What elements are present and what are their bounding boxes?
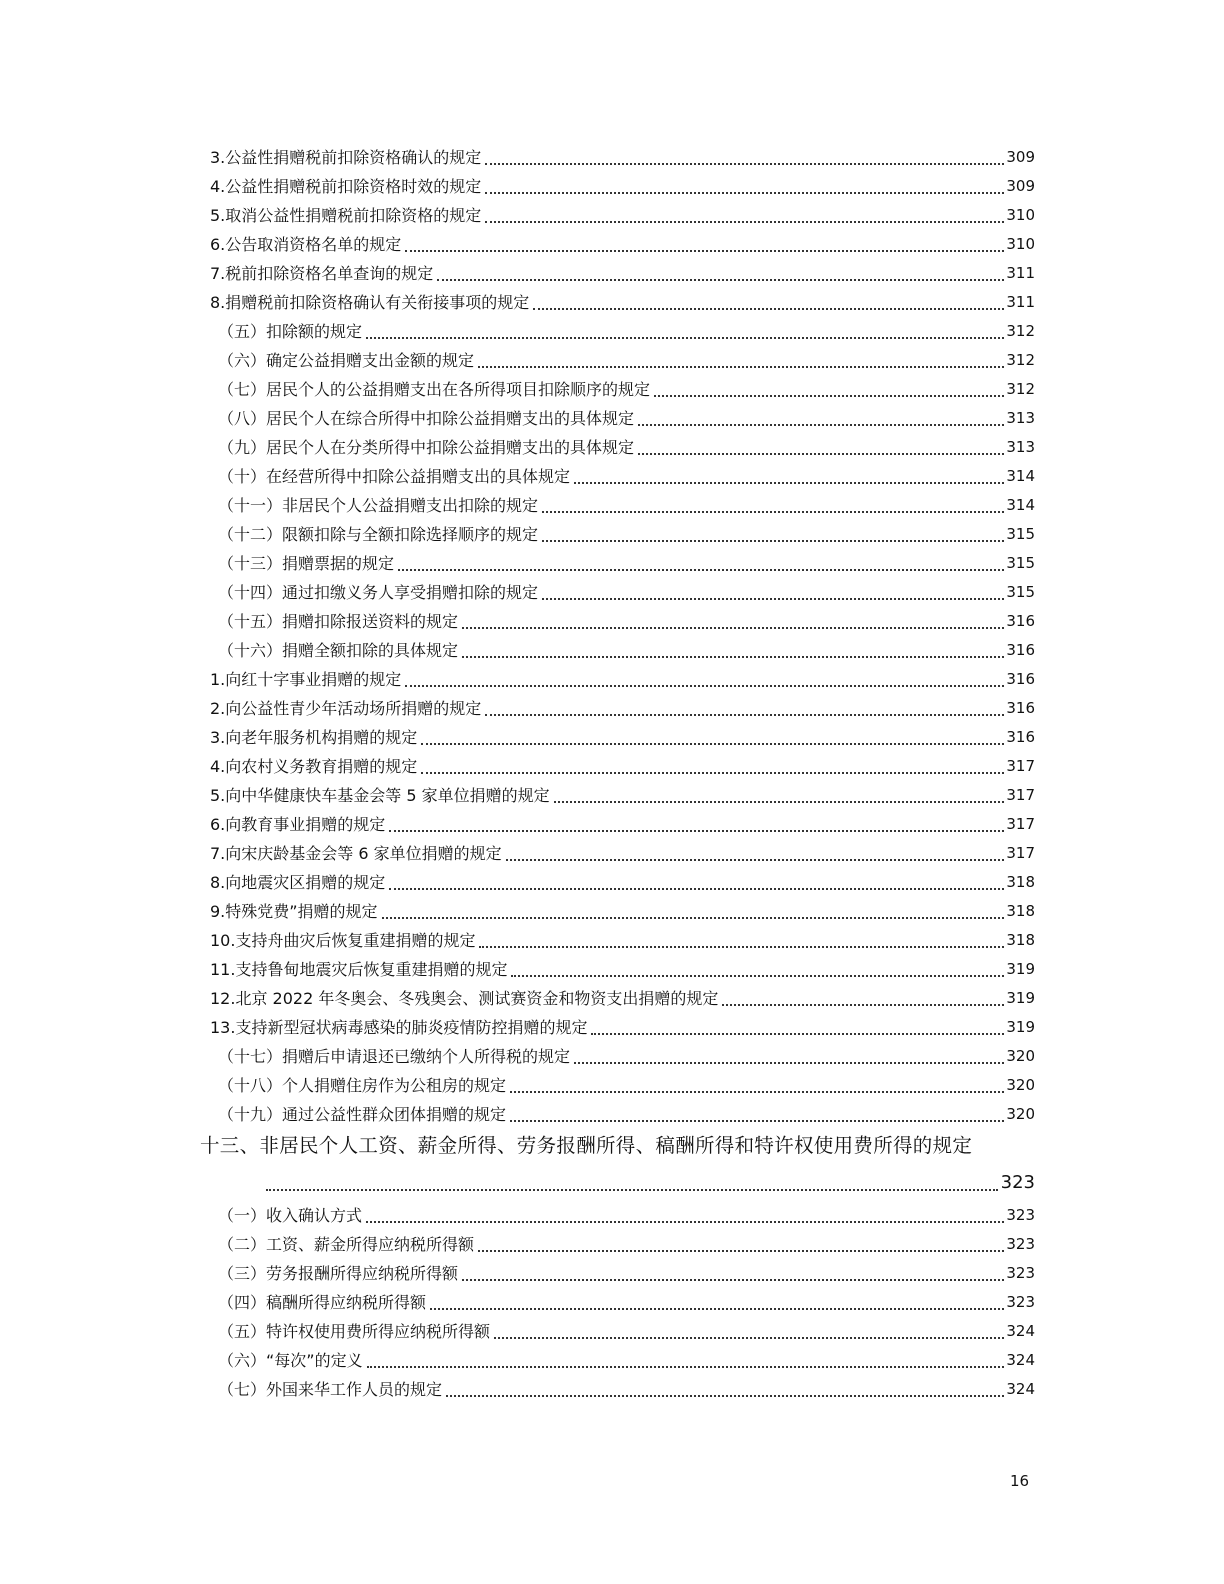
dot-leader [382, 917, 1005, 919]
toc-entry-page: 324 [1006, 1380, 1035, 1398]
toc-entry-page: 315 [1006, 583, 1035, 601]
toc-entry-page: 312 [1006, 322, 1035, 340]
toc-entry-title: 2.向公益性青少年活动场所捐赠的规定 [210, 699, 482, 718]
toc-entry-page: 313 [1006, 438, 1035, 456]
toc-entry-title: 11.支持鲁甸地震灾后恢复重建捐赠的规定 [210, 960, 508, 979]
toc-entry-page: 314 [1006, 496, 1035, 514]
toc-entry-title: 9.特殊党费”捐赠的规定 [210, 902, 378, 921]
toc-entry-title: （七）外国来华工作人员的规定 [218, 1380, 443, 1399]
toc-entry[interactable] [210, 375, 1035, 404]
toc-entry-page: 316 [1006, 612, 1035, 630]
toc-entry-page: 312 [1006, 380, 1035, 398]
toc-entry[interactable] [210, 346, 1035, 375]
toc-entry-title: 10.支持舟曲灾后恢复重建捐赠的规定 [210, 931, 476, 950]
toc-entry-title: 8.捐赠税前扣除资格确认有关衔接事项的规定 [210, 293, 530, 312]
dot-leader [479, 946, 1004, 948]
toc-entry-title: （五）扣除额的规定 [218, 322, 363, 341]
toc-entry-page: 320 [1006, 1047, 1035, 1065]
toc-entry-title: 4.向农村义务教育捐赠的规定 [210, 757, 418, 776]
toc-entry[interactable] [210, 926, 1035, 955]
dot-leader [446, 1395, 1004, 1397]
toc-entry[interactable] [210, 1288, 1035, 1317]
toc-entry[interactable] [210, 723, 1035, 752]
toc-entry[interactable] [210, 462, 1035, 491]
toc-entry-page: 318 [1006, 931, 1035, 949]
toc-entry-title: （十五）捐赠扣除报送资料的规定 [218, 612, 459, 631]
toc-entry-title: 7.向宋庆龄基金会等 6 家单位捐赠的规定 [210, 844, 502, 863]
toc-entry[interactable] [210, 1375, 1035, 1404]
toc-entry[interactable] [210, 781, 1035, 810]
section-leader-line [200, 1166, 1035, 1200]
dot-leader [398, 569, 1004, 571]
toc-entry-title: （一）收入确认方式 [218, 1206, 363, 1225]
dot-leader [366, 337, 1004, 339]
section-heading-block [200, 1126, 1035, 1200]
toc-entry-page: 310 [1006, 235, 1035, 253]
section-table-of-contents [210, 1201, 1035, 1404]
toc-entry[interactable] [210, 607, 1035, 636]
dot-leader [389, 888, 1004, 890]
toc-entry[interactable] [210, 259, 1035, 288]
toc-entry-page: 320 [1006, 1076, 1035, 1094]
toc-entry-title: （九）居民个人在分类所得中扣除公益捐赠支出的具体规定 [218, 438, 635, 457]
toc-entry[interactable] [210, 404, 1035, 433]
toc-entry-title: 5.取消公益性捐赠税前扣除资格的规定 [210, 206, 482, 225]
toc-entry-page: 311 [1006, 264, 1035, 282]
toc-entry[interactable] [210, 433, 1035, 462]
toc-entry[interactable] [210, 868, 1035, 897]
toc-entry-title: （八）居民个人在综合所得中扣除公益捐赠支出的具体规定 [218, 409, 635, 428]
toc-entry-page: 318 [1006, 902, 1035, 920]
dot-leader [494, 1337, 1004, 1339]
toc-entry[interactable] [210, 752, 1035, 781]
dot-leader [554, 801, 1005, 803]
toc-entry-title: （十八）个人捐赠住房作为公租房的规定 [218, 1076, 507, 1095]
toc-entry[interactable] [210, 984, 1035, 1013]
dot-leader [367, 1366, 1005, 1368]
dot-leader [421, 743, 1004, 745]
table-of-contents [210, 143, 1035, 1129]
toc-entry[interactable] [210, 143, 1035, 172]
toc-entry-page: 323 [1006, 1206, 1035, 1224]
toc-entry[interactable] [210, 1346, 1035, 1375]
dot-leader [478, 1250, 1004, 1252]
toc-entry-title: 3.公益性捐赠税前扣除资格确认的规定 [210, 148, 482, 167]
toc-entry-page: 319 [1006, 960, 1035, 978]
toc-entry[interactable] [210, 1071, 1035, 1100]
dot-leader [638, 453, 1004, 455]
dot-leader [485, 192, 1004, 194]
toc-entry-title: （五）特许权使用费所得应纳税所得额 [218, 1322, 491, 1341]
dot-leader [510, 1091, 1004, 1093]
toc-entry[interactable] [210, 636, 1035, 665]
dot-leader [722, 1004, 1004, 1006]
toc-entry[interactable] [210, 288, 1035, 317]
toc-entry[interactable] [210, 810, 1035, 839]
toc-entry[interactable] [210, 520, 1035, 549]
toc-entry-page: 317 [1006, 815, 1035, 833]
toc-entry[interactable] [210, 172, 1035, 201]
toc-entry-title: 13.支持新型冠状病毒感染的肺炎疫情防控捐赠的规定 [210, 1018, 588, 1037]
dot-leader [533, 308, 1004, 310]
toc-entry-page: 313 [1006, 409, 1035, 427]
toc-entry-title: （七）居民个人的公益捐赠支出在各所得项目扣除顺序的规定 [218, 380, 651, 399]
toc-entry-page: 316 [1006, 670, 1035, 688]
toc-entry-page: 323 [1006, 1235, 1035, 1253]
dot-leader [405, 685, 1004, 687]
toc-entry-page: 312 [1006, 351, 1035, 369]
dot-leader [478, 366, 1004, 368]
dot-leader [506, 859, 1005, 861]
toc-entry[interactable] [210, 1013, 1035, 1042]
toc-entry[interactable] [210, 1230, 1035, 1259]
toc-entry-page: 316 [1006, 699, 1035, 717]
section-title[interactable]: 十三、非居民个人工资、薪金所得、劳务报酬所得、稿酬所得和特许权使用费所得的规定 [200, 1134, 973, 1157]
toc-entry-title: 6.向教育事业捐赠的规定 [210, 815, 386, 834]
dot-leader [389, 830, 1004, 832]
toc-entry-page: 315 [1006, 525, 1035, 543]
dot-leader [266, 1189, 998, 1191]
section-page-number: 323 [1000, 1172, 1035, 1193]
toc-entry[interactable] [210, 897, 1035, 926]
toc-entry-page: 315 [1006, 554, 1035, 572]
toc-entry-page: 310 [1006, 206, 1035, 224]
toc-entry-title: （六）确定公益捐赠支出金额的规定 [218, 351, 475, 370]
dot-leader [542, 511, 1004, 513]
toc-entry-title: （三）劳务报酬所得应纳税所得额 [218, 1264, 459, 1283]
dot-leader [405, 250, 1004, 252]
toc-entry-title: （十二）限额扣除与全额扣除选择顺序的规定 [218, 525, 539, 544]
toc-entry[interactable] [210, 955, 1035, 984]
toc-entry[interactable] [210, 1259, 1035, 1288]
toc-entry-title: 8.向地震灾区捐赠的规定 [210, 873, 386, 892]
toc-entry[interactable] [210, 201, 1035, 230]
toc-entry-title: （十四）通过扣缴义务人享受捐赠扣除的规定 [218, 583, 539, 602]
toc-entry-page: 311 [1006, 293, 1035, 311]
toc-entry[interactable] [210, 694, 1035, 723]
toc-entry-page: 317 [1006, 844, 1035, 862]
toc-entry-page: 316 [1006, 641, 1035, 659]
dot-leader [511, 975, 1004, 977]
toc-entry[interactable] [210, 665, 1035, 694]
toc-entry[interactable] [210, 230, 1035, 259]
toc-entry[interactable] [210, 578, 1035, 607]
dot-leader [485, 221, 1004, 223]
toc-entry-title: （十六）捐赠全额扣除的具体规定 [218, 641, 459, 660]
dot-leader [485, 163, 1004, 165]
dot-leader [462, 656, 1004, 658]
dot-leader [421, 772, 1004, 774]
dot-leader [510, 1120, 1004, 1122]
dot-leader [542, 598, 1004, 600]
dot-leader [542, 540, 1004, 542]
toc-entry-title: （十九）通过公益性群众团体捐赠的规定 [218, 1105, 507, 1124]
dot-leader [591, 1033, 1004, 1035]
toc-entry[interactable] [210, 1317, 1035, 1346]
toc-entry-page: 309 [1006, 177, 1035, 195]
toc-entry-title: 4.公益性捐赠税前扣除资格时效的规定 [210, 177, 482, 196]
toc-entry-title: （十三）捐赠票据的规定 [218, 554, 395, 573]
dot-leader [638, 424, 1004, 426]
toc-entry-page: 317 [1006, 757, 1035, 775]
dot-leader [654, 395, 1004, 397]
toc-entry[interactable] [210, 1042, 1035, 1071]
toc-entry-page: 316 [1006, 728, 1035, 746]
toc-entry[interactable] [210, 839, 1035, 868]
page-number: 16 [1010, 1472, 1030, 1490]
dot-leader [430, 1308, 1004, 1310]
toc-entry-title: （十）在经营所得中扣除公益捐赠支出的具体规定 [218, 467, 571, 486]
dot-leader [366, 1221, 1004, 1223]
toc-entry[interactable] [210, 491, 1035, 520]
toc-entry-title: 7.税前扣除资格名单查询的规定 [210, 264, 434, 283]
toc-entry-page: 324 [1006, 1351, 1035, 1369]
toc-entry[interactable] [210, 317, 1035, 346]
toc-entry-title: 1.向红十字事业捐赠的规定 [210, 670, 402, 689]
toc-entry-title: （十七）捐赠后申请退还已缴纳个人所得税的规定 [218, 1047, 571, 1066]
dot-leader [462, 627, 1004, 629]
dot-leader [574, 482, 1004, 484]
toc-entry-page: 319 [1006, 989, 1035, 1007]
toc-entry-title: （六）“每次”的定义 [218, 1351, 363, 1370]
toc-entry-page: 323 [1006, 1264, 1035, 1282]
dot-leader [462, 1279, 1004, 1281]
toc-entry-page: 324 [1006, 1322, 1035, 1340]
toc-entry-page: 323 [1006, 1293, 1035, 1311]
toc-entry-page: 318 [1006, 873, 1035, 891]
toc-entry-title: 3.向老年服务机构捐赠的规定 [210, 728, 418, 747]
toc-entry[interactable] [210, 1201, 1035, 1230]
toc-entry-title: 5.向中华健康快车基金会等 5 家单位捐赠的规定 [210, 786, 550, 805]
dot-leader [574, 1062, 1004, 1064]
toc-entry-page: 320 [1006, 1105, 1035, 1123]
toc-entry-page: 309 [1006, 148, 1035, 166]
toc-entry-page: 317 [1006, 786, 1035, 804]
toc-entry-title: 12.北京 2022 年冬奥会、冬残奥会、测试赛资金和物资支出捐赠的规定 [210, 989, 719, 1008]
toc-entry[interactable] [210, 549, 1035, 578]
toc-entry-title: （十一）非居民个人公益捐赠支出扣除的规定 [218, 496, 539, 515]
toc-entry-page: 319 [1006, 1018, 1035, 1036]
toc-entry-title: （四）稿酬所得应纳税所得额 [218, 1293, 427, 1312]
dot-leader [437, 279, 1004, 281]
toc-entry-title: 6.公告取消资格名单的规定 [210, 235, 402, 254]
toc-entry[interactable] [210, 1100, 1035, 1129]
toc-entry-title: （二）工资、薪金所得应纳税所得额 [218, 1235, 475, 1254]
dot-leader [485, 714, 1004, 716]
toc-entry-page: 314 [1006, 467, 1035, 485]
